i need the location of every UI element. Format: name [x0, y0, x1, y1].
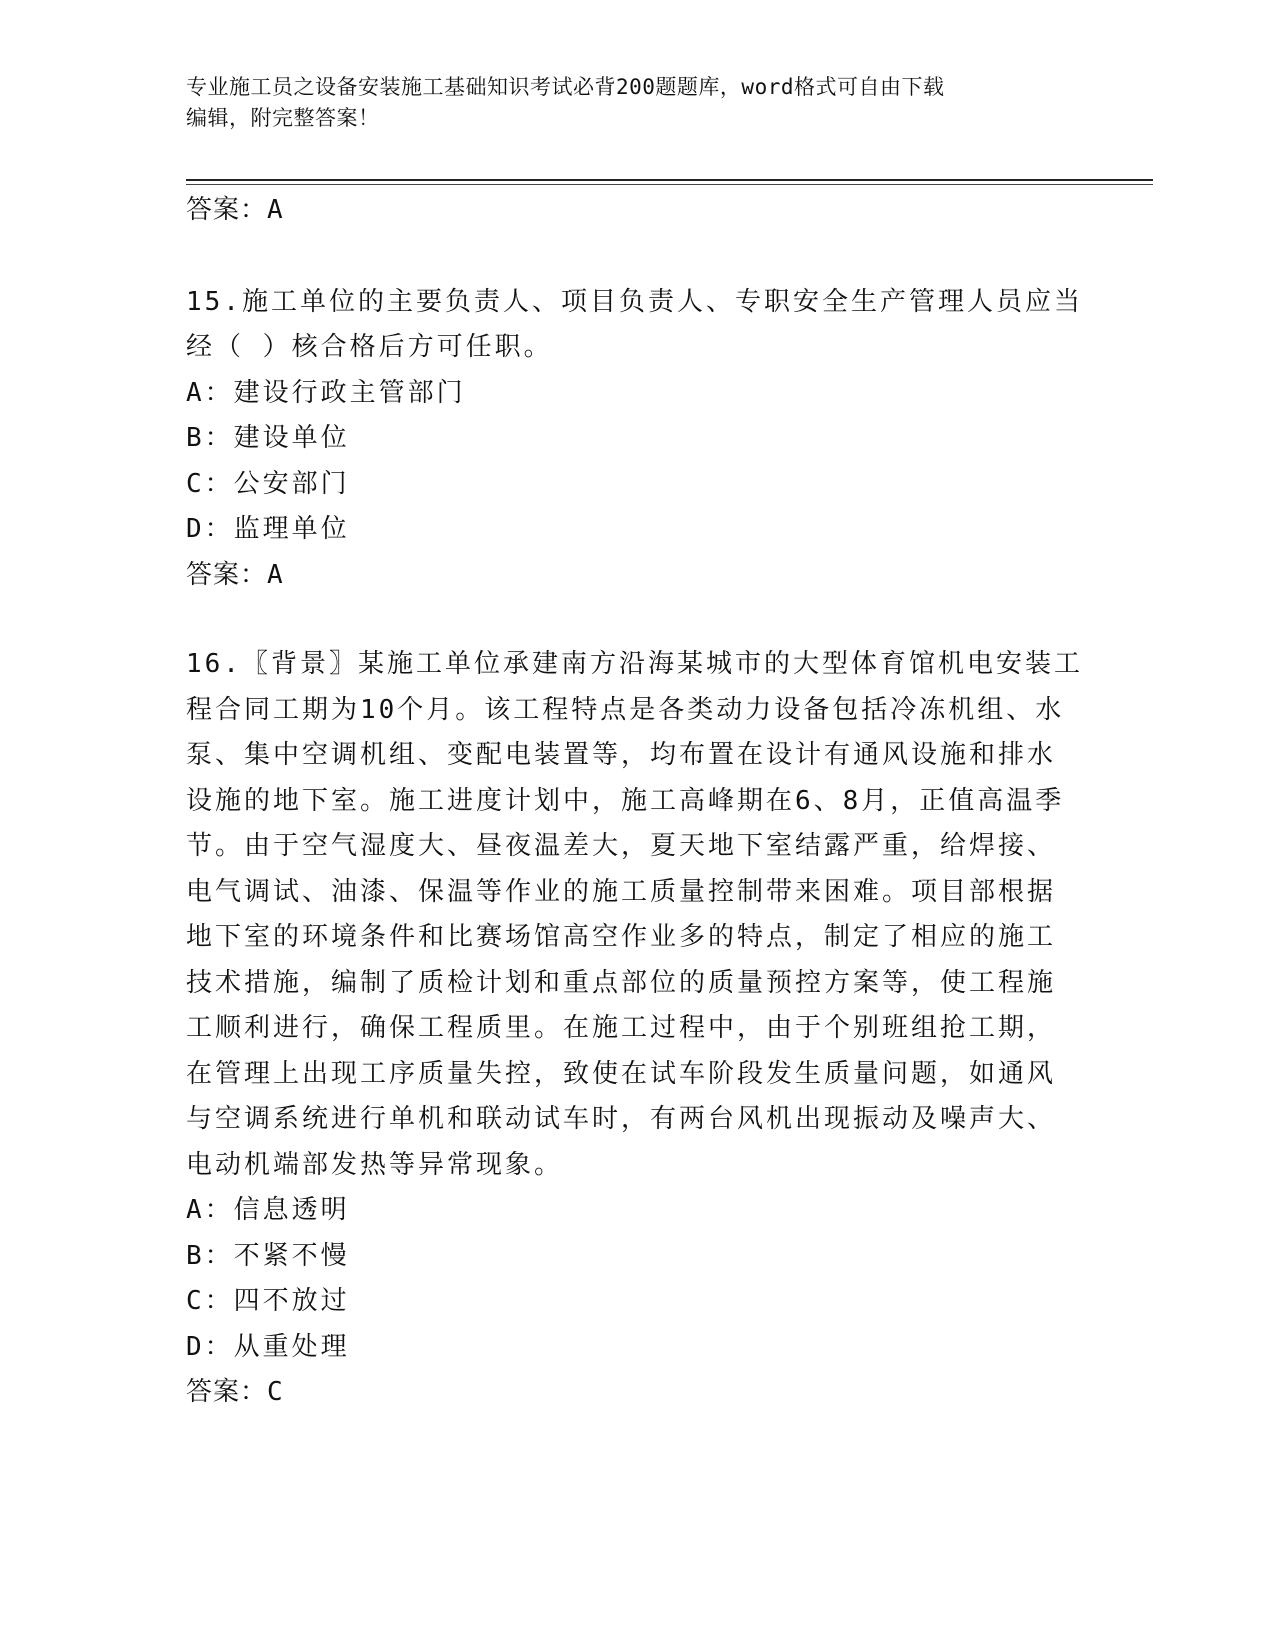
question-15-option-b: B：建设单位 [186, 423, 350, 453]
question-16-stem-line: 节。由于空气湿度大、昼夜温差大，夏天地下室结露严重，给焊接、 [186, 831, 1057, 861]
question-16-stem-line: 电气调试、油漆、保温等作业的施工质量控制带来困难。项目部根据 [186, 876, 1057, 907]
question-16 [186, 642, 1086, 1416]
header-title-line-1: 专业施工员之设备安装施工基础知识考试必背200题题库，word格式可自由下载 [186, 75, 945, 99]
question-16-stem-line: 工顺利进行，确保工程质里。在施工过程中，由于个别班组抢工期， [186, 1013, 1057, 1043]
question-16-option-b: B：不紧不慢 [186, 1240, 350, 1271]
document-header [186, 72, 1066, 134]
header-divider-thick [186, 179, 1153, 181]
question-16-option-d: D：从重处理 [186, 1331, 350, 1362]
question-16-stem-line: 与空调系统进行单机和联动试车时，有两台风机出现振动及噪声大、 [186, 1104, 1057, 1134]
question-16-stem-line: 在管理上出现工序质量失控，致使在试车阶段发生质量问题，如通风 [186, 1058, 1057, 1089]
question-16-option-c: C：四不放过 [186, 1286, 350, 1316]
header-title-line-2: 编辑，附完整答案！ [186, 106, 380, 130]
question-16-stem-line: 16.〖背景〗某施工单位承建南方沿海某城市的大型体育馆机电安装工 [186, 649, 1083, 679]
question-16-stem-line: 泵、集中空调机组、变配电装置等，均布置在设计有通风设施和排水 [186, 740, 1057, 770]
question-16-answer: 答案：C [186, 1377, 284, 1407]
header-divider-thin [186, 184, 1153, 185]
question-15-stem-line: 经（ ）核合格后方可任职。 [186, 332, 553, 362]
question-16-stem-line: 设施的地下室。施工进度计划中，施工高峰期在6、8月，正值高温季 [186, 785, 1065, 816]
question-15-option-a: A：建设行政主管部门 [186, 377, 466, 408]
question-15-option-d: D：监理单位 [186, 514, 350, 544]
question-16-stem-line: 技术措施，编制了质检计划和重点部位的质量预控方案等，使工程施 [186, 967, 1057, 998]
question-16-stem-line: 地下室的环境条件和比赛场馆高空作业多的特点，制定了相应的施工 [186, 922, 1057, 952]
question-15 [186, 280, 1086, 599]
question-16-stem-line: 电动机端部发热等异常现象。 [186, 1149, 564, 1180]
question-16-stem-line: 程合同工期为10个月。该工程特点是各类动力设备包括冷冻机组、水 [186, 694, 1065, 725]
question-15-answer: 答案：A [186, 559, 284, 590]
previous-question-answer: 答案：A [186, 195, 284, 225]
question-15-option-c: C：公安部门 [186, 468, 350, 499]
document-body [186, 188, 1086, 1416]
question-15-stem-line: 15.施工单位的主要负责人、项目负责人、专职安全生产管理人员应当 [186, 286, 1083, 317]
question-16-option-a: A：信息透明 [186, 1195, 350, 1225]
